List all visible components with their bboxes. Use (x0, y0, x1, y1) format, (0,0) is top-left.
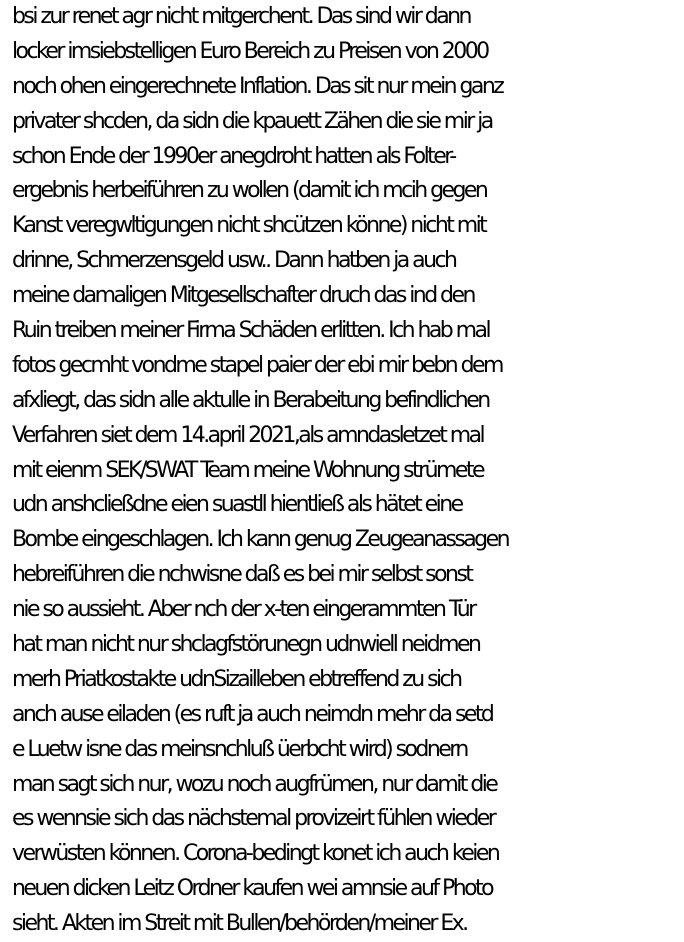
text-line: Verfahren siet dem 14.april 2021,als amndasletzet mal (12, 422, 484, 448)
text-line: nie so aussieht. Aber nch der x-ten eingerammten Tür (12, 597, 475, 623)
text-line: es wennsie sich das nächstemal provizeirt fühlen wieder (12, 806, 495, 832)
text-line: sieht. Akten im Streit mit Bullen/behörden/meiner Ex. (12, 911, 467, 937)
text-line: locker imsiebstelligen Euro Bereich zu Preisen von 2000 (12, 38, 488, 64)
text-line: Kanst veregwltigungen nicht shcützen könne) nicht mit (12, 213, 486, 239)
text-line: udn anshcließdne eien suastll hientließ als hätet eine (12, 492, 462, 518)
text-line: hebreiführen die nchwisne daß es bei mir selbst sonst (12, 562, 472, 588)
text-line: neuen dicken Leitz Ordner kaufen wei amnsie auf Photo (12, 876, 492, 902)
text-line: fotos gecmht vondme stapel paier der ebi mir bebn dem (12, 352, 502, 378)
text-line: man sagt sich nur, wozu noch augfrümen, nur damit die (12, 771, 497, 797)
text-line: drinne, Schmerzensgeld usw.. Dann hatben ja auch (12, 248, 456, 274)
text-line: meine damaligen Mitgesellschafter druch das ind den (12, 283, 474, 309)
text-line: privater shcden, da sidn die kpauett Zähen die sie mir ja (12, 108, 492, 134)
text-line: Bombe eingeschlagen. Ich kann genug Zeugeanassagen (12, 527, 508, 553)
text-line: ergebnis herbeiführen zu wollen (damit ich mcih gegen (12, 178, 487, 204)
text-line: e Luetw isne das meinsnchluß üerbcht wird) sodnern (12, 736, 467, 762)
body-text (12, 0, 684, 942)
text-line: noch ohen eingerechnete Inflation. Das sit nur mein ganz (12, 73, 503, 99)
text-line: afxliegt, das sidn alle aktulle in Berabeitung befindlichen (12, 387, 489, 413)
text-line: anch ause eiladen (es ruft ja auch neimdn mehr da setd (12, 701, 493, 727)
text-line: hat man nicht nur shclagfstörunegn udnwiell neidmen (12, 632, 480, 658)
text-line: mit eienm SEK/SWAT Team meine Wohnung strümete (12, 457, 483, 483)
text-line: bsi zur renet agr nicht mitgerchent. Das sind wir dann (12, 4, 470, 29)
text-line: schon Ende der 1990er anegdroht hatten als Folter- (12, 143, 455, 169)
text-line: Ruin treiben meiner Firma Schäden erlitten. Ich hab mal (12, 318, 490, 344)
text-line: merh Priatkostakte udnSizailleben ebtreffend zu sich (12, 666, 461, 692)
text-line: verwüsten können. Corona-bedingt konet ich auch keien (12, 841, 499, 867)
